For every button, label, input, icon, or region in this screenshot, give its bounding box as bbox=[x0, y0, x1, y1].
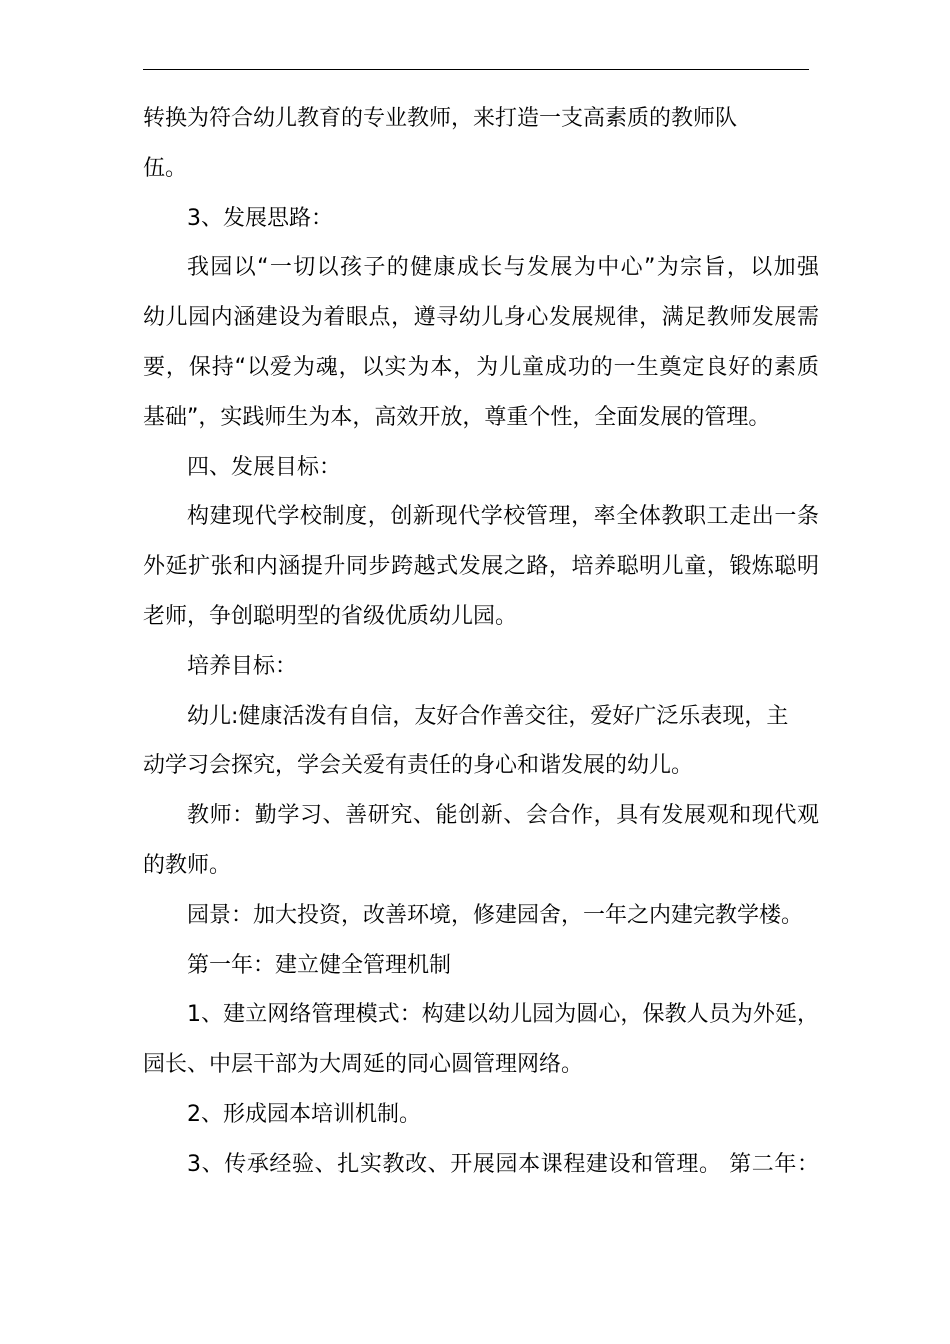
section-heading: 四、发展目标： bbox=[187, 454, 342, 480]
text-line: 动学习会探究，学会关爱有责任的身心和谐发展的幼儿。 bbox=[143, 753, 694, 779]
text-line: 1、建立网络管理模式：构建以幼儿园为圆心，保教人员为外延， bbox=[187, 1002, 819, 1028]
header-rule bbox=[143, 69, 809, 70]
text-line: 园长、中层干部为大周延的同心圆管理网络。 bbox=[143, 1052, 584, 1078]
text-line: 的教师。 bbox=[143, 852, 232, 878]
text-line: 2、形成园本培训机制。 bbox=[187, 1101, 421, 1127]
text-line: 老师，争创聪明型的省级优质幼儿园。 bbox=[143, 603, 518, 629]
text-line: 伍。 bbox=[143, 155, 188, 181]
section-heading: 3、发展思路： bbox=[187, 205, 333, 231]
text-line: 基础”，实践师生为本，高效开放，尊重个性，全面发展的管理。 bbox=[143, 404, 771, 430]
text-line: 教师：勤学习、善研究、能创新、会合作，具有发展观和现代观 bbox=[187, 803, 819, 829]
document-body bbox=[143, 94, 819, 1190]
text-line: 构建现代学校制度，创新现代学校管理，率全体教职工走出一条 bbox=[187, 504, 819, 530]
text-line: 转换为符合幼儿教育的专业教师，来打造一支高素质的教师队 bbox=[143, 106, 738, 131]
text-line: 幼儿:健康活泼有自信，友好合作善交往，爱好广泛乐表现，主 bbox=[187, 703, 789, 729]
text-line: 幼儿园内涵建设为着眼点，遵寻幼儿身心发展规律，满足教师发展需 bbox=[143, 305, 819, 331]
text-line: 要，保持“以爱为魂，以实为本，为儿童成功的一生奠定良好的素质 bbox=[143, 354, 819, 380]
section-heading: 第一年：建立健全管理机制 bbox=[187, 952, 452, 978]
section-heading: 培养目标： bbox=[187, 653, 298, 679]
text-line: 园景：加大投资，改善环境，修建园舍，一年之内建完教学楼。 bbox=[187, 902, 804, 928]
text-line: 我园以“一切以孩子的健康成长与发展为中心”为宗旨，以加强 bbox=[187, 255, 819, 281]
text-line: 3、传承经验、扎实教改、开展园本课程建设和管理。 第二年： bbox=[187, 1151, 819, 1177]
text-line: 外延扩张和内涵提升同步跨越式发展之路，培养聪明儿童，锻炼聪明 bbox=[143, 554, 819, 580]
